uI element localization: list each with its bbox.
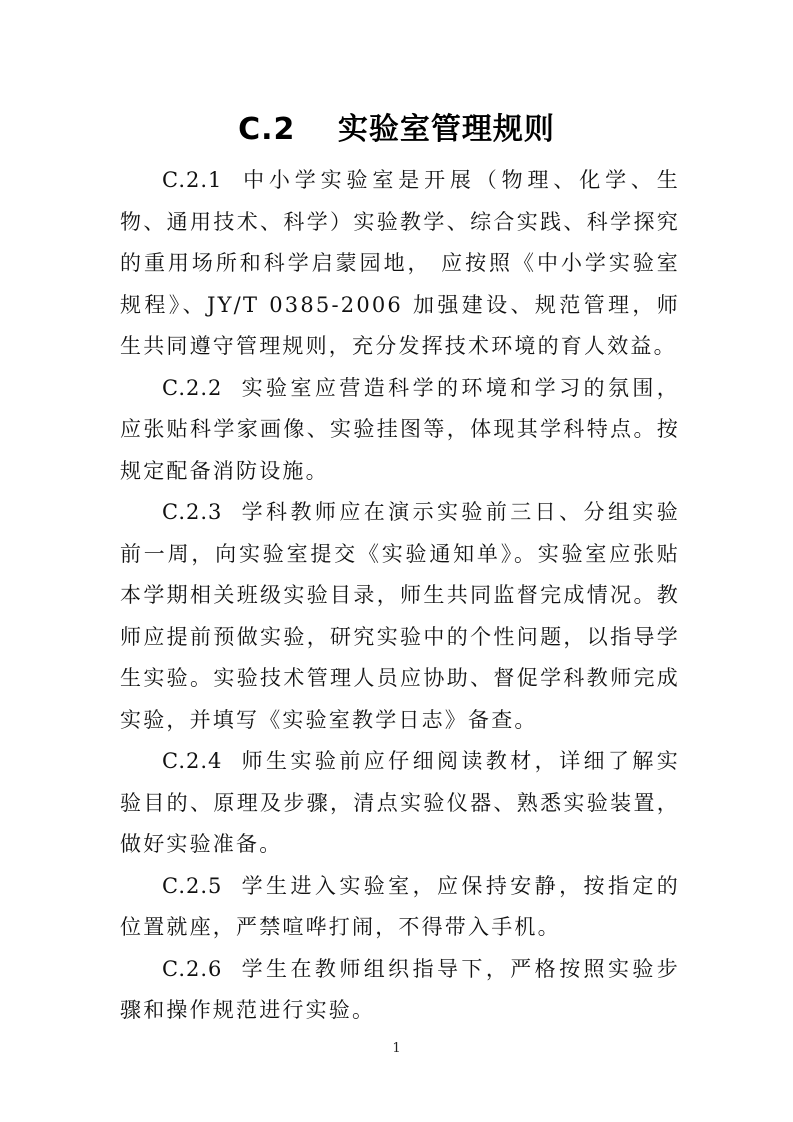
paragraph-c-2-2 — [120, 368, 680, 493]
paragraph-c-2-4 — [120, 741, 680, 866]
document-body — [120, 160, 680, 1032]
clause-number: C.2.5 — [162, 873, 223, 898]
clause-number: C.2.4 — [162, 749, 223, 773]
clause-text: 中小学实验室是开展（物理、化学、生物、通用技术、科学）实验教学、综合实践、科学探究的重用场所和科学启蒙园地， 应按照《中小学实验室规程》、JY/T 0385-2006 加强建设、规范管理，师生共同遵守管理规则，充分发挥技术环境的育人效益。 — [120, 168, 680, 358]
clause-number: C.2.6 — [162, 956, 223, 981]
paragraph-c-2-6 — [120, 949, 680, 1032]
clause-number: C.2.3 — [162, 500, 223, 524]
clause-number: C.2.2 — [162, 375, 223, 400]
clause-text: 学生在教师组织指导下，严格按照实验步骤和操作规范进行实验。 — [120, 956, 680, 1022]
clause-text: 学科教师应在演示实验前三日、分组实验前一周，向实验室提交《实验通知单》。实验室应张贴本学期相关班级实验目录，师生共同监督完成情况。教师应提前预做实验，研究实验中的个性问题，以指导学生实验。实验技术管理人员应协助、督促学科教师完成实验，并填写《实验室教学日志》备查。 — [120, 500, 680, 732]
clause-text: 实验室应营造科学的环境和学习的氛围，应张贴科学家画像、实验挂图等，体现其学科特点。按规定配备消防设施。 — [120, 375, 680, 483]
clause-text: 师生实验前应仔细阅读教材，详细了解实验目的、原理及步骤，清点实验仪器、熟悉实验装置，做好实验准备。 — [120, 749, 680, 856]
clause-text: 学生进入实验室，应保持安静，按指定的位置就座，严禁喧哗打闹，不得带入手机。 — [120, 873, 680, 939]
page-number: 1 — [392, 1041, 401, 1056]
clause-number: C.2.1 — [162, 168, 223, 192]
page-title: C.2 实验室管理规则 — [238, 112, 555, 147]
paragraph-c-2-1 — [120, 160, 680, 368]
paragraph-c-2-5 — [120, 866, 680, 949]
paragraph-c-2-3 — [120, 492, 680, 741]
